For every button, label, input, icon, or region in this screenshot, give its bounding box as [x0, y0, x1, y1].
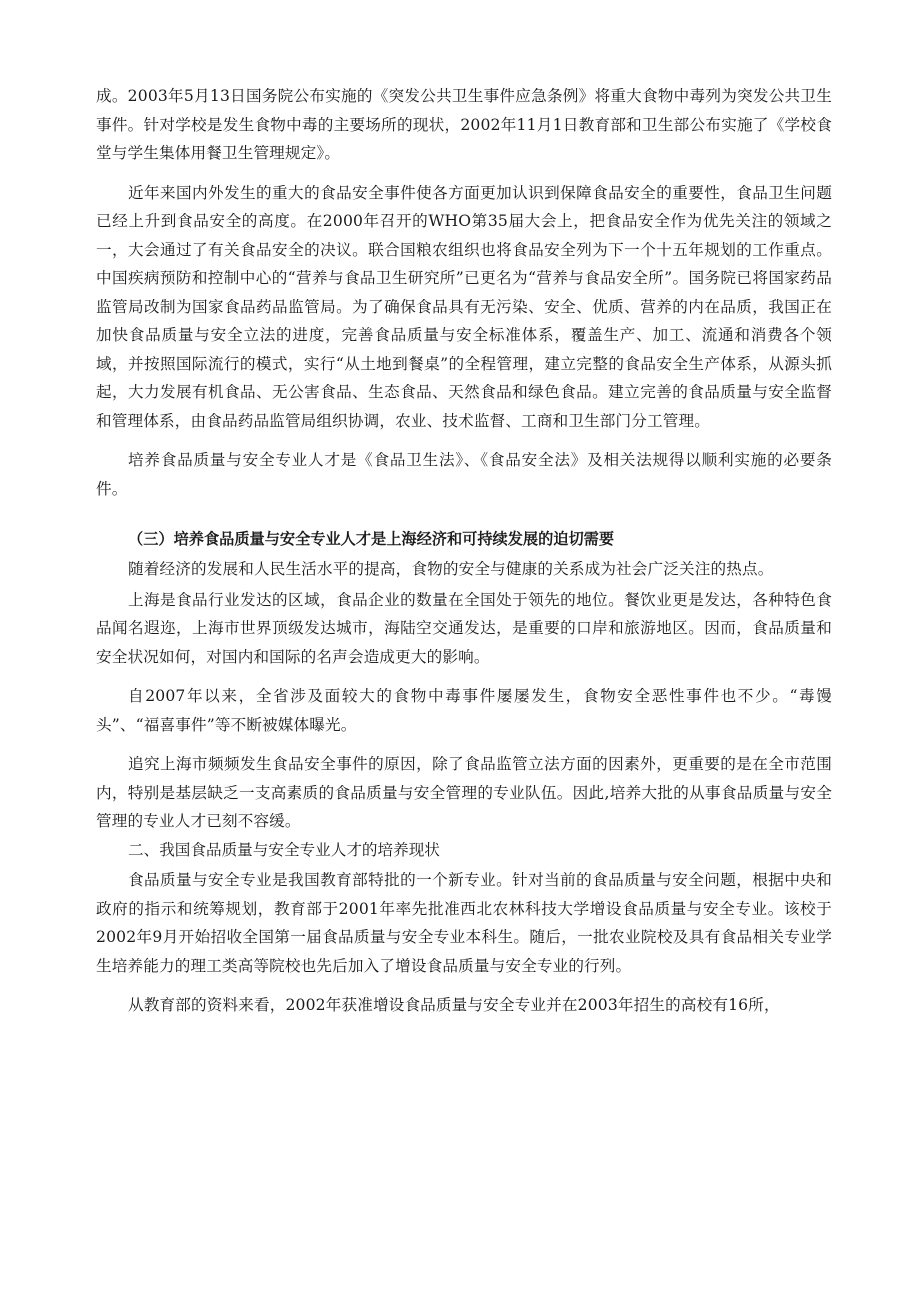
paragraph-cause-analysis: 追究上海市频频发生食品安全事件的原因，除了食品监管立法方面的因素外，更重要的是在全市范围内，特别是基层缺乏一支高素质的食品质量与安全管理的专业队伍。因此,培养大批的从事食品质量与安全管理的专业人才已刻不容缓。 [96, 755, 832, 830]
paragraph-new-major: 食品质量与安全专业是我国教育部特批的一个新专业。针对当前的食品质量与安全问题，根据中央和政府的指示和统筹规划，教育部于2001年率先批准西北农林科技大学增设食品质量与安全专业。该校于2002年9月开始招收全国第一届食品质量与安全专业本科生。随后，一批农业院校及具有食品相关专业学生培养能力的理工类高等院校也先后加入了增设食品质量与安全专业的行列。 [96, 871, 832, 975]
section-heading-shanghai-need: （三）培养食品质量与安全专业人才是上海经济和可持续发展的迫切需要 [128, 530, 614, 548]
paragraph-food-safety-importance: 近年来国内外发生的重大的食品安全事件使各方面更加认识到保障食品安全的重要性，食品卫生问题已经上升到食品安全的高度。在2000年召开的WHO第35届大会上，把食品安全作为优先关注的领域之一，大会通过了有关食品安全的决议。联合国粮农组织也将食品安全列为下一个十五年规划的工作重点。中国疾病预防和控制中心的“营养与食品卫生研究所”已更名为“营养与食品安全所”。国务院已将国家药品监管局改制为国家食品药品监管局。为了确保食品具有无污染、安全、优质、营养的内在品质，我国正在加快食品质量与安全立法的进度，完善食品质量与安全标准体系，覆盖生产、加工、流通和消费各个领域，并按照国际流行的模式，实行“从土地到餐桌”的全程管理，建立完整的食品安全生产体系，从源头抓起，大力发展有机食品、无公害食品、生态食品、天然食品和绿色食品。建立完善的食品质量与安全监督和管理体系，由食品药品监管局组织协调，农业、技术监督、工商和卫生部门分工管理。 [96, 183, 832, 430]
paragraph-talent-necessity: 培养食品质量与安全专业人才是《食品卫生法》、《食品安全法》及相关法规得以顺利实施的必要条件。 [96, 451, 832, 498]
paragraph-shanghai-industry: 上海是食品行业发达的区域，食品企业的数量在全国处于领先的地位。餐饮业更是发达，各种特色食品闻名遐迩，上海市世界顶级发达城市，海陆空交通发达，是重要的口岸和旅游地区。因而，食品质量和安全状况如何，对国内和国际的名声会造成更大的影响。 [96, 590, 832, 666]
document-page [96, 82, 832, 1020]
paragraph-ministry-data: 从教育部的资料来看，2002年获准增设食品质量与安全专业并在2003年招生的高校有16所， [128, 996, 780, 1014]
paragraph-poisoning-events: 自2007年以来，全省涉及面较大的食物中毒事件屡屡发生，食物安全恶性事件也不少。“毒馒头”、“福喜事件”等不断被媒体曝光。 [96, 687, 832, 734]
paragraph-regulations: 成。2003年5月13日国务院公布实施的《突发公共卫生事件应急条例》将重大食物中毒列为突发公共卫生事件。针对学校是发生食物中毒的主要场所的现状，2002年11月1日教育部和卫生部公布实施了《学校食堂与学生集体用餐卫生管理规定》。 [96, 87, 832, 162]
section-heading-training-status: 二、我国食品质量与安全专业人才的培养现状 [128, 840, 440, 859]
paragraph-public-concern: 随着经济的发展和人民生活水平的提高，食物的安全与健康的关系成为社会广泛关注的热点。 [128, 560, 774, 578]
